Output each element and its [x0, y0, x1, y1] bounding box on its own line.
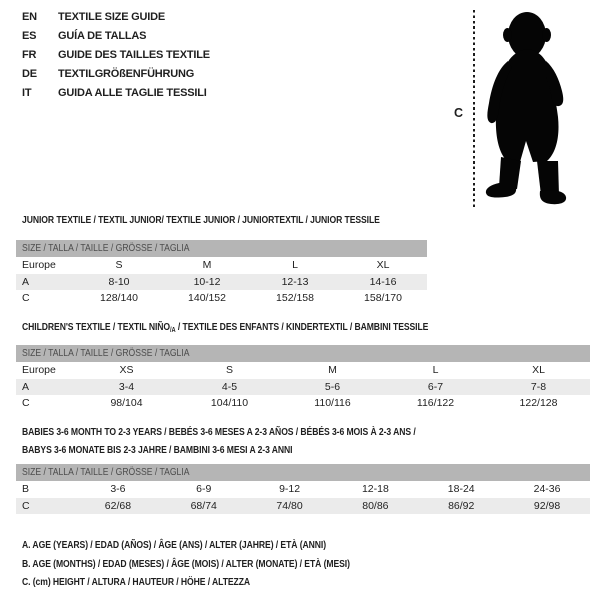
language-code: DE	[22, 68, 37, 80]
cell: 74/80	[276, 499, 303, 512]
row-label: A	[22, 275, 30, 288]
cell: 12-18	[361, 483, 389, 495]
cell: 62/68	[104, 499, 132, 512]
cell: 5-6	[324, 380, 341, 393]
babies-title-line1	[22, 424, 502, 442]
cell: 9-12	[279, 483, 301, 495]
footnote-height	[22, 573, 422, 592]
cell: 6-7	[427, 380, 444, 393]
language-title: GUIDA ALLE TAGLIE TESSILI	[58, 87, 207, 99]
babies-title-line1-text: BABIES 3-6 MONTH TO 2-3 YEARS / BEBÉS 3-6 MESES A 2-3 AÑOS / BÉBÉS 3-6 MOIS À 2-3 ANS /	[22, 426, 416, 438]
cell: M	[328, 364, 337, 376]
cell: XS	[119, 364, 134, 376]
cell: M	[202, 259, 212, 271]
cell: 92/98	[533, 499, 561, 512]
footnote-age-years	[22, 536, 422, 555]
language-code: IT	[22, 87, 32, 99]
cell: 110/116	[314, 397, 351, 409]
language-code: FR	[22, 49, 37, 61]
row-label: A	[22, 380, 30, 393]
size-header-label: SIZE / TALLA / TAILLE / GRÖSSE / TAGLIA	[22, 242, 190, 254]
children-size-table	[16, 345, 590, 412]
title-sub: /A	[170, 327, 176, 334]
cell: 86/92	[448, 499, 475, 512]
language-title: GUÍA DE TALLAS	[58, 30, 147, 42]
cell: S	[225, 364, 233, 376]
row-label: C	[22, 397, 30, 409]
footnote-text: C. (cm) HEIGHT / ALTURA / HAUTEUR / HÖHE / ALTEZZA	[22, 576, 251, 589]
row-label: B	[22, 483, 30, 495]
cell: 122/128	[519, 397, 558, 409]
table-row-height	[16, 395, 590, 412]
cell: 3-4	[118, 380, 135, 393]
table-row-height	[16, 498, 590, 515]
row-label: C	[22, 499, 30, 512]
language-title: TEXTILGRÖßENFÜHRUNG	[58, 68, 195, 80]
cell: L	[432, 364, 439, 376]
table-row-age-months	[16, 481, 590, 498]
cell: 98/104	[110, 397, 143, 409]
babies-title-line2-text: BABYS 3-6 MONATE BIS 2-3 JAHRE / BAMBINI 3-6 MESI A 2-3 ANNI	[22, 443, 293, 456]
size-header-bar	[16, 464, 590, 481]
height-measure-label: C	[454, 106, 464, 120]
cell: 3-6	[110, 483, 126, 495]
language-row-de	[22, 65, 210, 84]
cell: 68/74	[190, 499, 217, 512]
babies-title-line2	[22, 442, 502, 460]
cell: 158/170	[364, 292, 402, 304]
row-label: Europe	[22, 259, 56, 271]
size-header-bar	[16, 345, 590, 362]
row-label: Europe	[22, 364, 56, 376]
cell: L	[292, 259, 298, 271]
babies-size-table	[16, 464, 590, 514]
legend-footnotes	[22, 536, 422, 592]
cell: 18-24	[447, 483, 475, 495]
cell: 152/158	[276, 292, 314, 304]
language-row-fr	[22, 46, 210, 65]
language-title: TEXTILE SIZE GUIDE	[58, 11, 166, 23]
language-row-es	[22, 27, 210, 46]
language-title: GUIDE DES TAILLES TEXTILE	[58, 49, 210, 61]
language-row-en	[22, 8, 210, 27]
cell: 12-13	[281, 275, 309, 288]
language-code: EN	[22, 11, 37, 23]
footnote-age-months	[22, 555, 422, 574]
junior-table-title-text: JUNIOR TEXTILE / TEXTIL JUNIOR/ TEXTILE JUNIOR / JUNIORTEXTIL / JUNIOR TESSILE	[22, 214, 380, 226]
cell: 104/110	[210, 397, 249, 409]
children-table-title-text	[22, 321, 428, 334]
junior-table-title	[22, 214, 458, 226]
cell: 140/152	[188, 292, 226, 304]
cell: XL	[532, 364, 545, 376]
cell: 6-9	[196, 483, 212, 495]
cell: 80/86	[362, 499, 389, 512]
cell: 10-12	[193, 275, 221, 288]
height-measure-dotted-line	[473, 10, 475, 208]
cell: 4-5	[221, 380, 238, 393]
table-row-europe	[16, 362, 590, 379]
size-header-bar	[16, 240, 427, 257]
row-label: C	[22, 292, 30, 304]
table-row-height	[16, 290, 427, 307]
size-header-label: SIZE / TALLA / TAILLE / GRÖSSE / TAGLIA	[22, 466, 190, 478]
cell: 14-16	[369, 275, 397, 288]
cell: 24-36	[533, 483, 561, 495]
babies-table-title	[22, 424, 502, 459]
cell: 7-8	[530, 380, 547, 393]
table-row-europe	[16, 257, 427, 274]
language-list	[22, 8, 210, 103]
cell: 116/122	[416, 397, 455, 409]
footnote-text: B. AGE (MONTHS) / EDAD (MESES) / ÂGE (MOIS) / ALTER (MONATE) / ETÀ (MESI)	[22, 557, 350, 570]
language-row-it	[22, 84, 210, 103]
table-row-age	[16, 274, 427, 291]
junior-size-table	[16, 240, 427, 307]
footnote-text: A. AGE (YEARS) / EDAD (AÑOS) / ÂGE (ANS) / ALTER (JAHRE) / ETÀ (ANNI)	[22, 539, 326, 551]
cell: 8-10	[108, 275, 130, 288]
title-pre: CHILDREN'S TEXTILE / TEXTIL NIÑO	[22, 321, 171, 333]
cell: XL	[376, 259, 390, 271]
children-table-title	[22, 321, 518, 334]
toddler-silhouette-icon	[484, 11, 568, 205]
language-code: ES	[22, 30, 37, 42]
title-post: / TEXTILE DES ENFANTS / KINDERTEXTIL / BAMBINI TESSILE	[175, 321, 429, 333]
cell: S	[115, 259, 123, 271]
table-row-age	[16, 379, 590, 396]
size-header-label: SIZE / TALLA / TAILLE / GRÖSSE / TAGLIA	[22, 347, 190, 359]
cell: 128/140	[100, 292, 138, 304]
